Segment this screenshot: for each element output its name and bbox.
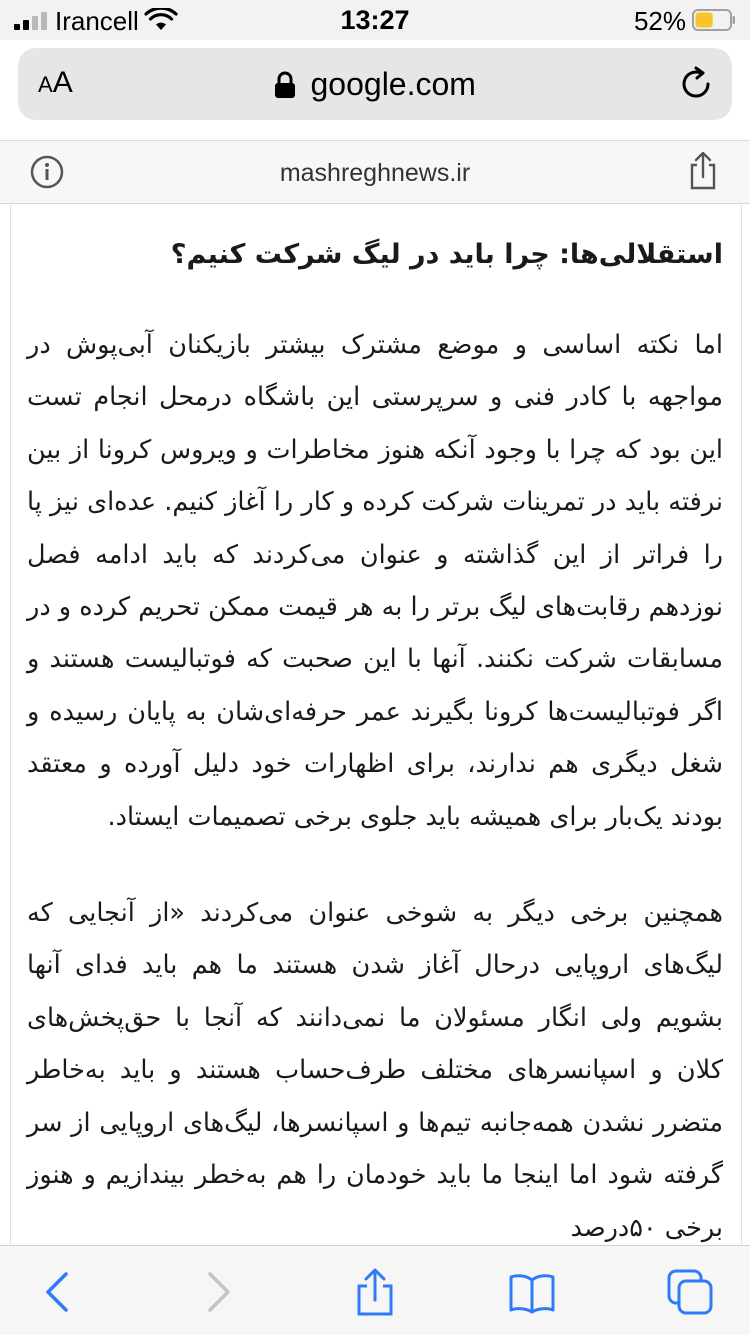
bottom-toolbar [0, 1245, 750, 1335]
article-headline: استقلالی‌ها: چرا باید در لیگ شرکت کنیم؟ [170, 239, 723, 270]
carrier-name: Irancell [55, 6, 139, 36]
reload-icon[interactable] [678, 66, 714, 102]
battery-percent: 52% [633, 6, 686, 36]
site-info-bar [0, 140, 750, 204]
lock-icon [274, 71, 296, 99]
site-domain: mashreghnews.ir [279, 159, 471, 187]
article-paragraph-2: همچنین برخی دیگر به شوخی عنوان می‌کردند «از آنجایی که لیگ‌های اروپایی درحال آغاز شدن هستند ما هم باید فدای آنها بشویم ولی انگار مسئولان ما نمی‌دانند که آنجا با حق‌پخش‌های کلان و اسپانسرهای مختلف طرف‌حساب هستند و باید به‌خاطر متضرر نشدن همه‌جانبه تیم‌ها و اسپانسرها، لیگ‌های اروپایی از سر گرفته شود اما اینجا ما باید خودمان را هم به‌خطر بیندازیم و هنوز برخی ۵۰درصد [27, 898, 723, 1243]
book-icon[interactable] [508, 1268, 556, 1316]
text-size-button[interactable]: AA [38, 66, 73, 99]
status-bar [0, 0, 750, 40]
back-chevron-icon[interactable] [34, 1268, 82, 1316]
article-paragraph-1: اما نکته اساسی و موضع مشترک بیشتر بازیکنان آبی‌پوش در مواجهه با کادر فنی و سرپرستی این باشگاه درمحل انجام تست این بود که چرا با وجود آنکه هنوز مخاطرات و ویروس کرونا از بین نرفته باید در تمرینات شرکت کرده و کار را آغاز کنیم. عده‌ای نیز پا را فراتر از این گذاشته و عنوان می‌کردند که باید ادامه فصل نوزدهم رقابت‌های لیگ برتر را به هر قیمت ممکن تحریم کرده و در مسابقات شرکت نکنند. آنها با این صحبت که فوتبالیست هستند و اگر فوتبالیست‌ها کرونا بگیرند عمر حرفه‌ای‌شان به پایان رسیده و شغل دیگری هم ندارند، برای اظهارات خود دلیل آورده و معتقد بودند یک‌بار برای همیشه باید جلوی برخی تصمیمات ایستاد. [27, 330, 723, 832]
address-bar[interactable] [18, 48, 732, 120]
clock: 13:27 [340, 5, 410, 35]
share-icon[interactable] [351, 1268, 399, 1316]
url-text: google.com [310, 66, 476, 102]
article-content [10, 205, 742, 1245]
battery-icon [692, 9, 736, 31]
share-icon[interactable] [688, 151, 718, 191]
tabs-icon[interactable] [666, 1268, 714, 1316]
forward-chevron-icon[interactable] [194, 1268, 242, 1316]
url-display[interactable] [18, 66, 732, 103]
